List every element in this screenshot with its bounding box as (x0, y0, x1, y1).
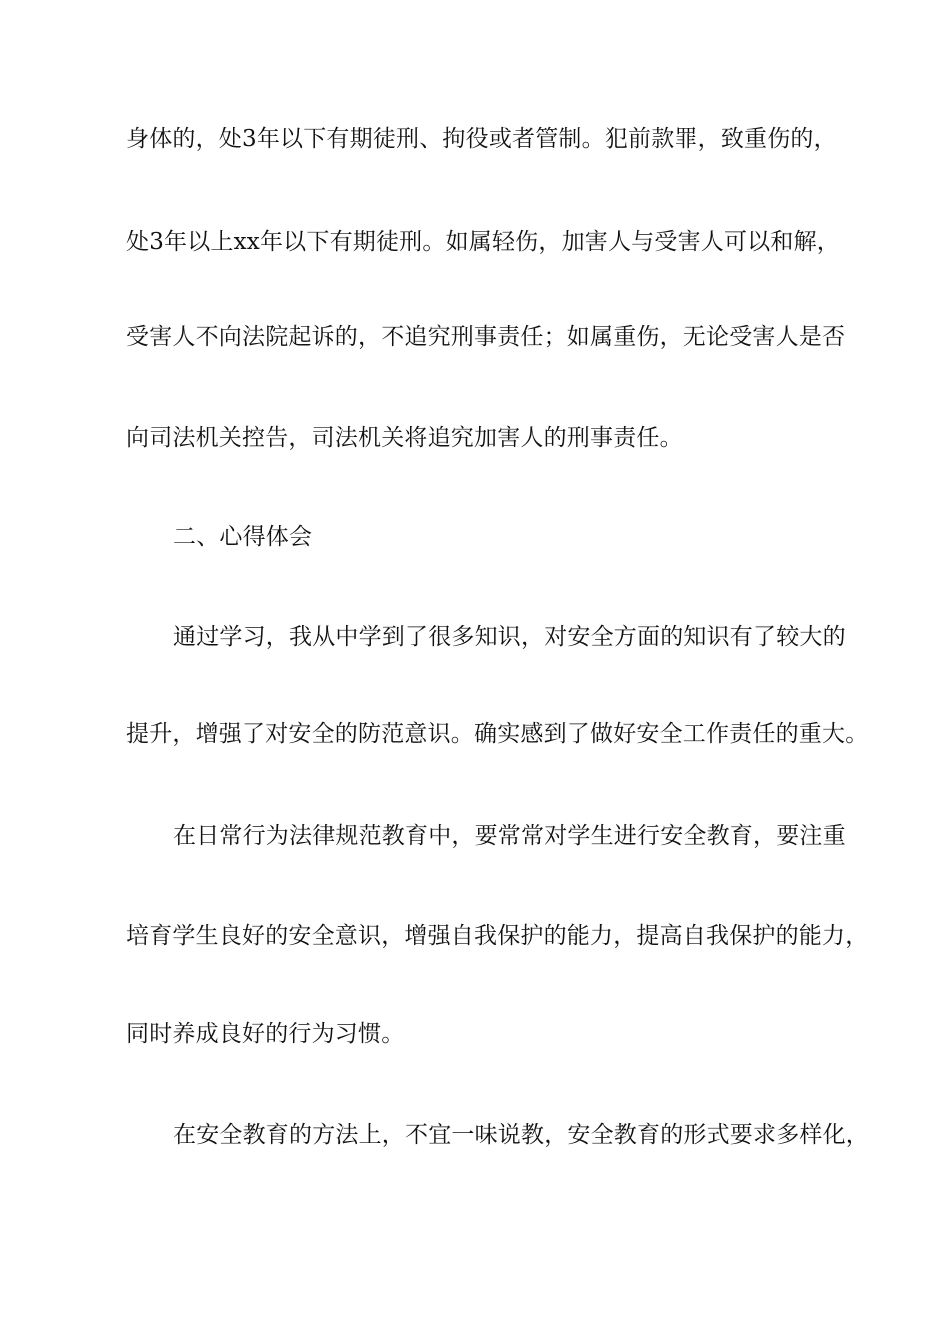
paragraph-line: 在日常行为法律规范教育中，要常常对学生进行安全教育，要注重 (173, 823, 846, 849)
paragraph-line: 身体的，处3年以下有期徒刑、拘役或者管制。犯前款罪，致重伤的， (126, 126, 837, 152)
paragraph-line: 培育学生良好的安全意识，增强自我保护的能力，提高自我保护的能力， (126, 923, 869, 949)
paragraph-line: 受害人不向法院起诉的，不追究刑事责任；如属重伤，无论受害人是否 (126, 324, 846, 350)
paragraph-line: 在安全教育的方法上，不宜一味说教，安全教育的形式要求多样化， (173, 1122, 869, 1148)
paragraph-line: 向司法机关控告，司法机关将追究加害人的刑事责任。 (126, 425, 683, 451)
paragraph-line: 处3年以上xx年以下有期徒刑。如属轻伤，加害人与受害人可以和解， (126, 229, 840, 255)
section-heading: 二、心得体会 (173, 524, 313, 550)
paragraph-line: 通过学习，我从中学到了很多知识，对安全方面的知识有了较大的 (173, 624, 846, 650)
paragraph-line: 同时养成良好的行为习惯。 (126, 1021, 405, 1047)
paragraph-line: 提升，增强了对安全的防范意识。确实感到了做好安全工作责任的重大。 (126, 721, 869, 747)
